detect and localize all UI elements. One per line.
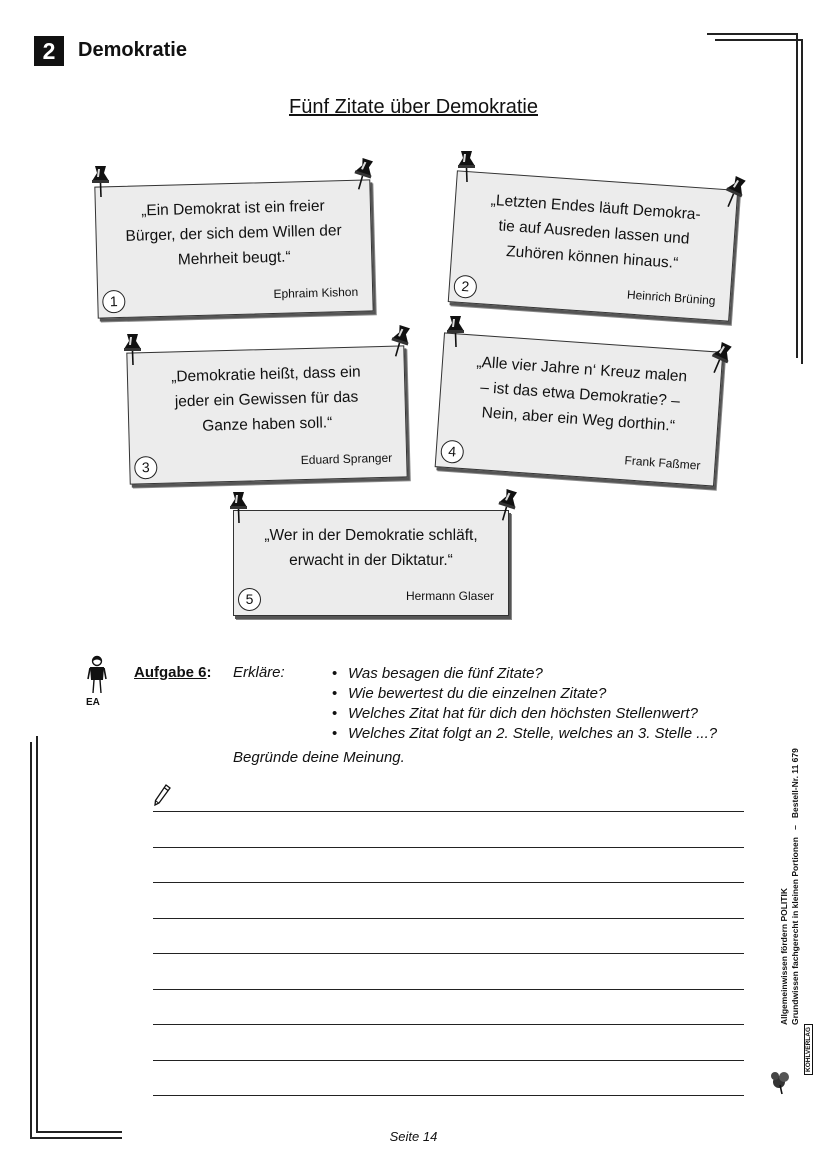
quote-author: Eduard Spranger [300,450,393,468]
quote-line: Ganze haben soll.“ [201,414,333,435]
side-separator: – [790,825,800,830]
task-question: • Wie bewertest du die einzelnen Zitate? [332,684,717,704]
frame-line [715,39,801,41]
task-label-suffix: : [206,664,212,681]
writing-line[interactable] [153,989,744,990]
quote-text [462,186,727,279]
pushpin-icon [452,148,482,188]
quote-text [244,523,498,573]
quote-author: Hermann Glaser [405,589,494,603]
side-line-1: Allgemeinwissen fördern POLITIK [779,888,789,1025]
quote-line: „Letzten Endes läuft Demokra- [490,191,702,224]
pencil-icon [152,783,172,809]
quote-line: „Wer in der Demokratie schläft, [264,527,478,544]
task-verb: Erkläre: [233,664,285,681]
frame-line [801,39,803,364]
quote-number: 3 [134,456,158,480]
writing-line[interactable] [153,918,744,919]
quote-number: 5 [238,588,261,611]
quote-line: Nein, aber ein Weg dorthin.“ [481,404,676,435]
quote-line: „Ein Demokrat ist ein freier [140,197,325,220]
task-question: • Welches Zitat hat für dich den höchsten Stellenwert? [332,704,717,724]
task-question-list [332,664,717,744]
publisher-logo [770,1030,800,1096]
pushpin-icon [118,331,148,371]
person-icon [86,655,108,695]
quote-card-3 [126,345,407,484]
writing-line[interactable] [153,1095,744,1096]
quote-author: Frank Faßmer [624,453,701,473]
quote-card-4 [435,332,724,486]
writing-line[interactable] [153,953,744,954]
quote-number: 4 [440,439,465,464]
quote-author: Heinrich Brüning [626,287,716,308]
quote-line: Bürger, der sich dem Willen der [125,222,342,245]
frame-line [796,33,798,358]
task-question: • Welches Zitat folgt an 2. Stelle, welches an 3. Stelle ...? [332,724,717,744]
quote-line: „Alle vier Jahre n‘ Kreuz malen [475,353,688,386]
frame-line [30,742,32,1138]
task-question: • Was besagen die fünf Zitate? [332,664,717,684]
writing-line[interactable] [153,811,744,812]
writing-line[interactable] [153,1024,744,1025]
quote-card-1 [94,179,373,318]
writing-line[interactable] [153,1060,744,1061]
quote-number: 2 [453,274,478,299]
pushpin-icon [487,483,528,530]
side-imprint [779,748,801,1025]
quote-text [106,193,362,275]
pushpin-icon [380,319,421,366]
pushpin-icon [343,152,384,199]
quote-text [138,359,396,441]
side-line-2: Grundwissen fachgerecht in kleinen Portionen [790,837,800,1025]
quote-card-2 [448,170,739,321]
frame-line [36,736,38,1132]
task-label [134,664,212,681]
chapter-title: Demokratie [78,39,187,61]
chapter-number: 2 [34,36,64,66]
writing-line[interactable] [153,882,744,883]
pushpin-icon [224,489,254,529]
task-label-text: Aufgabe 6 [134,664,207,681]
pushpin-icon [441,313,471,353]
quote-line: tie auf Ausreden lassen und [497,217,690,248]
quote-author: Ephraim Kishon [273,284,359,301]
quote-number: 1 [102,290,126,314]
side-order-number: Bestell-Nr. 11 679 [790,748,800,819]
publisher-name: KOHLVERLAG [804,1024,813,1075]
page-title: Fünf Zitate über Demokratie [289,96,538,118]
quote-line: erwacht in der Diktatur.“ [289,552,453,569]
pushpin-icon [86,163,116,203]
frame-line [707,33,797,35]
quote-line: jeder ein Gewissen für das [174,388,359,411]
quote-line: – ist das etwa Demokratie? – [479,379,681,410]
quote-line: Zuhören können hinaus.“ [505,242,679,272]
quote-line: Mehrheit beugt.“ [177,248,291,269]
quote-card-5 [233,510,509,616]
quote-text [449,348,712,441]
quote-line: „Demokratie heißt, dass ein [170,363,361,386]
page-number: Seite 14 [389,1129,438,1144]
task-instruction: Begründe deine Meinung. [233,749,405,766]
work-form-label: EA [86,697,100,708]
writing-line[interactable] [153,847,744,848]
